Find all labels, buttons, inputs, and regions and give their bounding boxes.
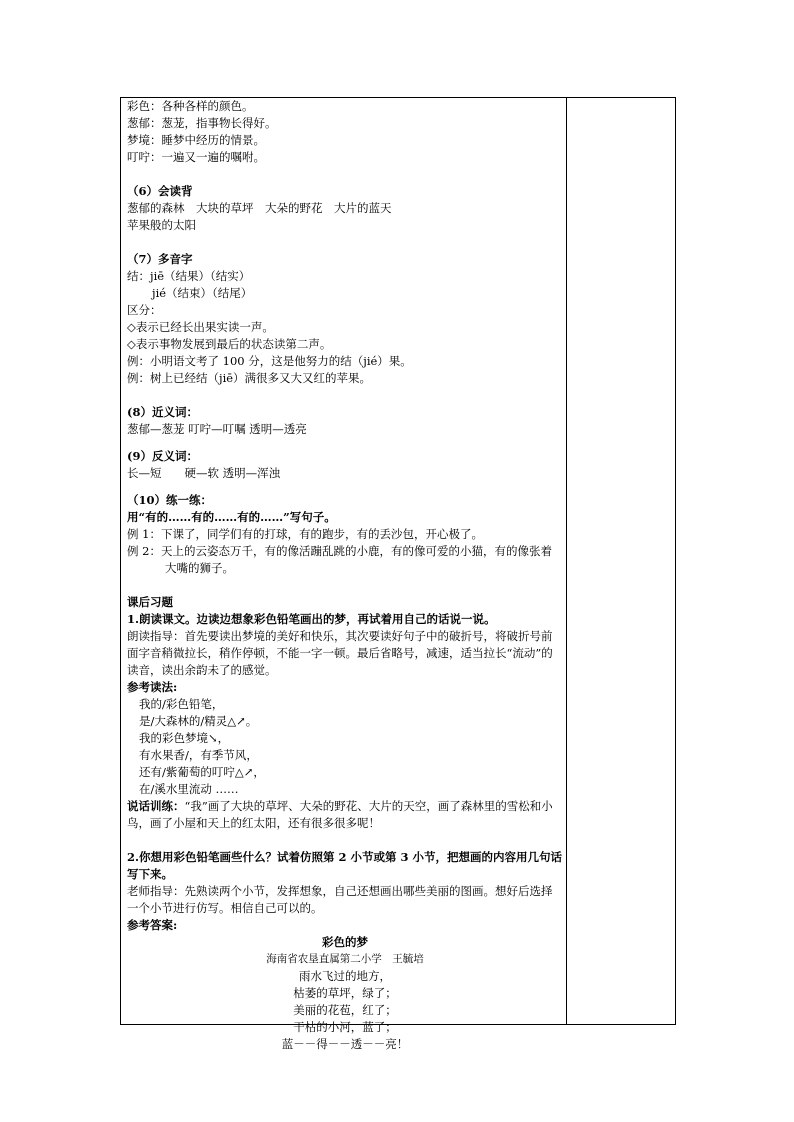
poem-line: 有水果香/，有季节风， bbox=[139, 748, 258, 762]
antonym-line: 长—短 硬—软 透明—浑浊 bbox=[127, 466, 281, 480]
guidance-paragraph: 朗读指导：首先要读出梦境的美好和快乐，其次要读好句子中的破折号，将破折号前面字音稍微拉长，稍作停顿，不能一字一顿。最后省略号，减速，适当拉长“流动”的读音，读出余韵未了的感觉。 bbox=[127, 629, 553, 677]
poem-line: 是/大森林的/精灵△↗。 bbox=[139, 714, 258, 728]
definition-line: 梦境：睡梦中经历的情景。 bbox=[127, 133, 265, 147]
poem-line: 我的彩色梦境↘， bbox=[139, 731, 230, 745]
poem-line: 在/溪水里流动 …… bbox=[139, 782, 239, 796]
poem-line: 雨水飞过的地方， bbox=[299, 969, 391, 983]
example-line: 例：小明语文考了 100 分，这是他努力的结（jié）果。 bbox=[127, 354, 412, 368]
section-heading: (8）近义词： bbox=[127, 405, 198, 419]
section-heading: （10）练一练： bbox=[127, 493, 213, 507]
synonym-line: 葱郁—葱茏 叮咛—叮嘱 透明—透亮 bbox=[127, 422, 307, 436]
poem-line: 蓝－－得－－透－－亮！ bbox=[281, 1037, 409, 1051]
section-heading: 参考答案: bbox=[127, 918, 178, 932]
polyphone-line: 结：jiē（结果）（结实） bbox=[127, 269, 251, 283]
content-cell bbox=[127, 98, 563, 1053]
poem-title: 彩色的梦 bbox=[322, 935, 368, 949]
notes-column bbox=[567, 98, 675, 1024]
example-line: 例：树上已经结（jiē）满很多又大又红的苹果。 bbox=[127, 371, 372, 385]
poem-line: 枯萎的草坪，绿了； bbox=[293, 986, 397, 1000]
question-heading: 2.你想用彩色铅笔画些什么？试着仿照第 2 小节或第 3 小节，把想画的内容用几句话写下来。 bbox=[127, 850, 563, 881]
phrase-line: 苹果般的太阳 bbox=[127, 218, 196, 232]
example-line: 例 1：下课了，同学们有的打球，有的跑步，有的丢沙包，开心极了。 bbox=[127, 527, 483, 541]
phrase-line: 葱郁的森林 大块的草坪 大朵的野花 大片的蓝天 bbox=[127, 201, 392, 215]
section-heading: 参考读法: bbox=[127, 680, 178, 694]
section-heading: 课后习题 bbox=[127, 595, 173, 609]
lesson-table bbox=[120, 97, 676, 1051]
poem-line: 美丽的花苞，红了； bbox=[293, 1003, 397, 1017]
poem-author: 海南省农垦直属第二小学 王毓培 bbox=[266, 953, 424, 965]
section-heading: （7）多音字 bbox=[127, 252, 193, 266]
poem-line: 还有/紫葡萄的叮咛△↗， bbox=[139, 765, 265, 779]
definition-line: 葱郁：葱茏，指事物长得好。 bbox=[127, 116, 277, 130]
poem-line: 我的/彩色铅笔， bbox=[139, 697, 224, 711]
text-line: ◇表示事物发展到最后的状态读第二声。 bbox=[127, 337, 332, 351]
definition-line: 叮咛：一遍又一遍的嘱咐。 bbox=[127, 150, 265, 164]
speaking-practice bbox=[127, 798, 563, 832]
speaking-practice-text: “我”画了大块的草坪、大朵的野花、大片的天空，画了森林里的雪松和小鸟，画了小屋和天上的红太阳，还有很多很多呢！ bbox=[127, 799, 553, 830]
guidance-paragraph: 老师指导：先熟读两个小节，发挥想象，自己还想画出哪些美丽的图画。想好后选择一个小节进行仿写。相信自己可以的。 bbox=[127, 884, 553, 915]
section-heading: （6）会读背 bbox=[127, 184, 193, 198]
example-line: 例 2：天上的云姿态万千，有的像活蹦乱跳的小鹿，有的像可爱的小猫，有的像张着大嘴的狮子。 bbox=[127, 544, 552, 575]
section-heading: (9）反义词： bbox=[127, 449, 198, 463]
exercise-prompt: 用“有的……有的……有的……”写句子。 bbox=[127, 510, 336, 524]
definition-line: 彩色：各种各样的颜色。 bbox=[127, 99, 254, 113]
text-line: 区分： bbox=[127, 303, 162, 317]
text-line: ◇表示已经长出果实读一声。 bbox=[127, 320, 274, 334]
poem-line: 干枯的小河，蓝了； bbox=[293, 1020, 397, 1034]
speaking-practice-label: 说话训练： bbox=[127, 799, 185, 813]
polyphone-line: jié（结束）（结尾） bbox=[152, 286, 253, 300]
question-heading: 1.朗读课文。边读边想象彩色铅笔画出的梦，再试着用自己的话说一说。 bbox=[127, 612, 496, 626]
